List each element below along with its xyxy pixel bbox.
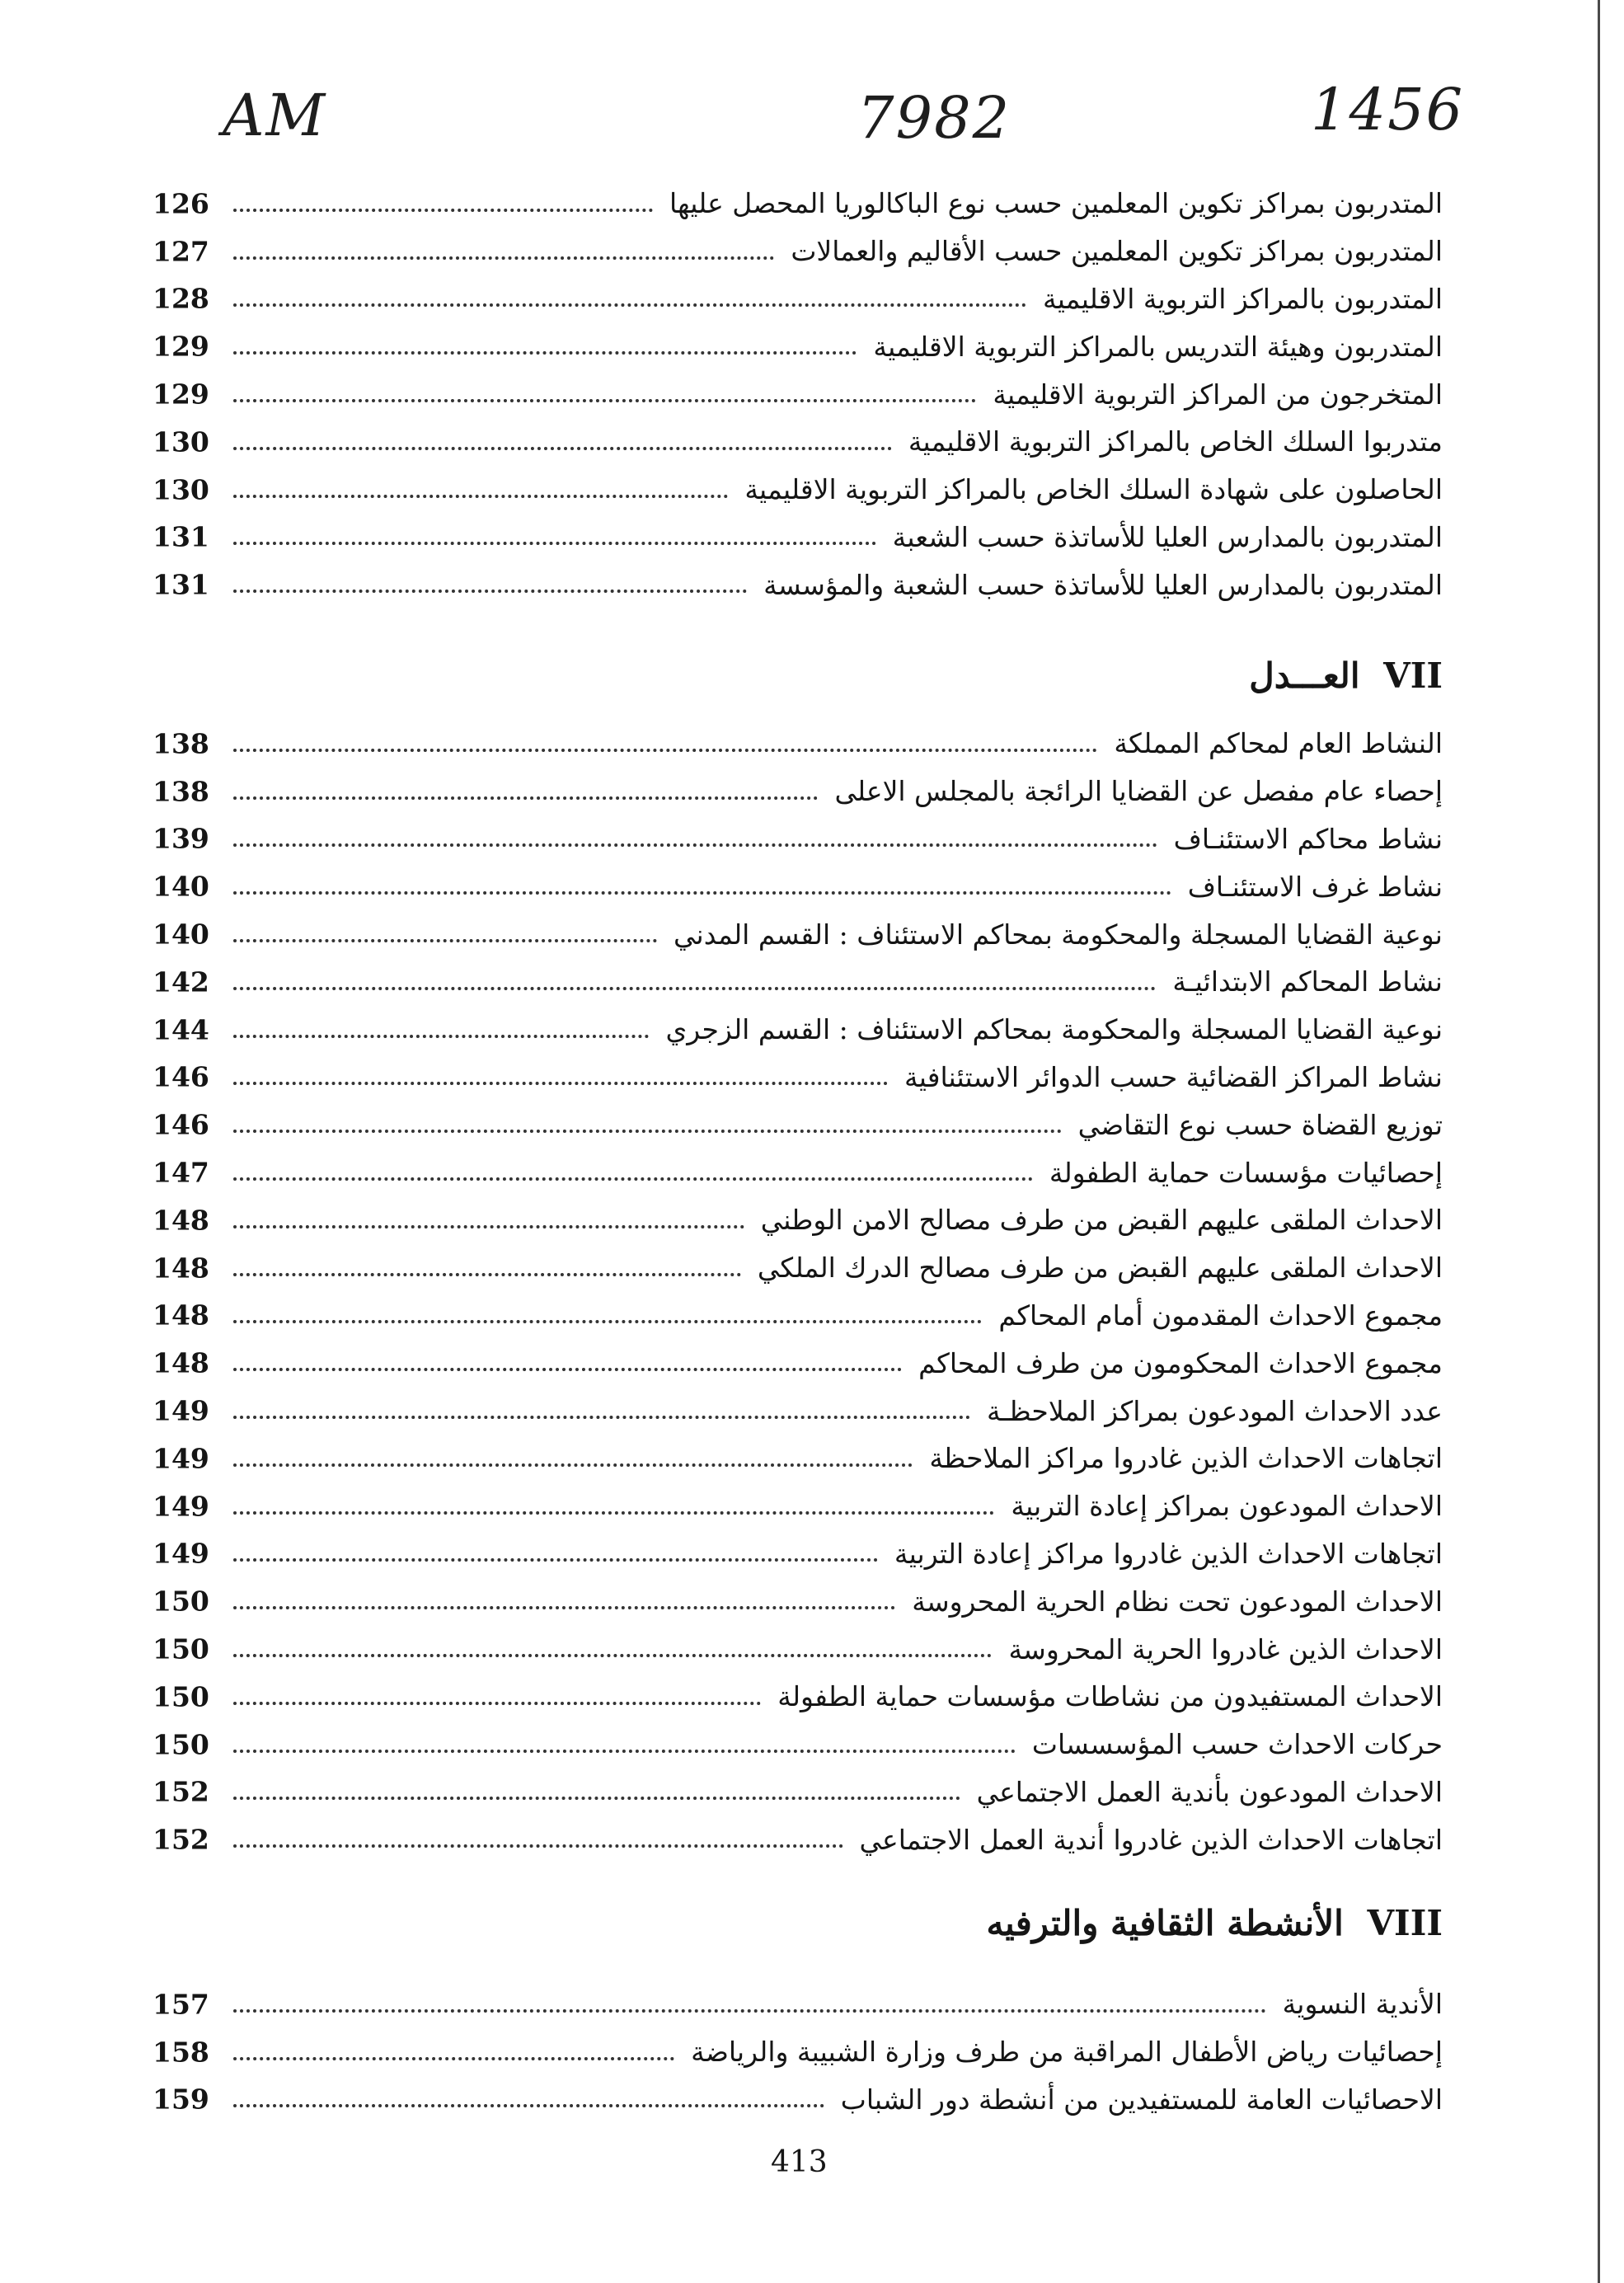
dot-leader — [233, 1606, 895, 1609]
toc-entry-title: متدربوا السلك الخاص بالمراكز التربوية الاقليمية — [908, 425, 1443, 458]
dot-leader — [233, 590, 747, 593]
toc-entry-title: إحصاء عام مفصل عن القضايا الرائجة بالمجلس الاعلى — [834, 775, 1443, 808]
dot-leader — [233, 1177, 1033, 1181]
toc-entry-leader — [233, 473, 1443, 506]
dot-leader — [233, 1558, 878, 1562]
toc-entry — [153, 1769, 1443, 1816]
toc-entry-leader — [233, 1988, 1443, 2021]
dot-leader — [233, 1368, 902, 1371]
toc-entry-page: 150 — [153, 1728, 209, 1761]
section-number: VII — [1383, 655, 1443, 696]
toc-entry — [153, 1339, 1443, 1387]
dot-leader — [233, 1082, 888, 1085]
toc-entry — [153, 862, 1443, 910]
toc-entry — [153, 1673, 1443, 1721]
section-number: VIII — [1367, 1903, 1443, 1943]
toc-entry-page: 150 — [153, 1632, 209, 1665]
toc-entry-page: 144 — [153, 1013, 209, 1046]
toc-entry-title: الاحداث المودعون بمراكز إعادة التربية — [1011, 1490, 1443, 1523]
section-heading-culture — [987, 1903, 1443, 1943]
toc-entry-title: نشاط غرف الاستئنـاف — [1187, 870, 1443, 903]
toc-entry-title: الاحداث الملقى عليهم القبض من طرف مصالح الامن الوطني — [760, 1204, 1443, 1237]
toc-entry-title: الحاصلون على شهادة السلك الخاص بالمراكز التربوية الاقليمية — [744, 473, 1443, 506]
toc-entry-page: 138 — [153, 775, 209, 808]
handwritten-annotation-center: 7982 — [857, 84, 1011, 152]
toc-entry-title: المتدربون بالمدارس العليا للأساتذة حسب الشعبة والمؤسسة — [763, 568, 1443, 601]
toc-entry-page: 149 — [153, 1537, 209, 1570]
toc-entry-leader — [233, 1537, 1443, 1570]
toc-entry-page: 148 — [153, 1346, 209, 1379]
toc-entry-page: 146 — [153, 1108, 209, 1141]
toc-entry — [153, 370, 1443, 418]
toc-entry-page: 147 — [153, 1156, 209, 1189]
toc-entry-leader — [233, 1632, 1443, 1665]
handwritten-annotation-left: AM — [223, 82, 327, 149]
toc-entry-leader — [233, 2036, 1443, 2069]
toc-entry-leader — [233, 1823, 1443, 1856]
toc-entry — [153, 418, 1443, 466]
toc-entry-title: مجموع الاحداث المقدمون أمام المحاكم — [998, 1299, 1443, 1332]
toc-entry — [153, 1530, 1443, 1578]
dot-leader — [233, 1273, 741, 1276]
toc-entry-page: 148 — [153, 1204, 209, 1237]
toc-entry-leader — [233, 1728, 1443, 1761]
toc-entry-title: إحصائيات رياض الأطفال المراقبة من طرف وزارة الشبيبة والرياضة — [691, 2036, 1443, 2069]
toc-entry — [153, 466, 1443, 514]
toc-entry-page: 142 — [153, 965, 209, 998]
toc-entry-leader — [233, 1346, 1443, 1379]
dot-leader — [233, 209, 653, 212]
toc-entry-leader — [233, 775, 1443, 808]
toc-entry — [153, 1101, 1443, 1149]
toc-entry-leader — [233, 1585, 1443, 1618]
toc-entry-page: 158 — [153, 2036, 209, 2069]
toc-entry-title: الاحداث المودعون تحت نظام الحرية المحروسة — [912, 1585, 1443, 1618]
toc-entry-leader — [233, 1013, 1443, 1046]
toc-entry-leader — [233, 822, 1443, 855]
toc-entry — [153, 910, 1443, 958]
toc-entry-title: المتخرجون من المراكز التربوية الاقليمية — [993, 378, 1443, 411]
toc-entry-leader — [233, 1490, 1443, 1523]
toc-entry-leader — [233, 282, 1443, 315]
dot-leader — [233, 351, 857, 355]
toc-entry — [153, 2076, 1443, 2124]
toc-entry-page: 149 — [153, 1490, 209, 1523]
toc-entry-page: 140 — [153, 918, 209, 951]
toc-entry-leader — [233, 2083, 1443, 2116]
toc-entry-page: 146 — [153, 1060, 209, 1093]
dot-leader — [233, 891, 1171, 895]
dot-leader — [233, 843, 1157, 847]
toc-entry-leader — [233, 1108, 1443, 1141]
toc-block-justice — [153, 720, 1443, 1863]
toc-entry-title: نشاط محاكم الاستئنـاف — [1173, 822, 1443, 855]
toc-entry-title: النشاط العام لمحاكم المملكة — [1114, 727, 1443, 760]
dot-leader — [233, 2009, 1266, 2013]
toc-entry — [153, 1980, 1443, 2028]
toc-entry-page: 149 — [153, 1394, 209, 1427]
dot-leader — [233, 1844, 843, 1848]
toc-entry-leader — [233, 727, 1443, 760]
toc-entry-title: الاحداث المودعون بأندية العمل الاجتماعي — [976, 1775, 1443, 1808]
toc-entry-leader — [233, 1299, 1443, 1332]
toc-entry-leader — [233, 1775, 1443, 1808]
dot-leader — [233, 1511, 994, 1515]
toc-entry-title: نوعية القضايا المسجلة والمحكومة بمحاكم الاستئناف : القسم المدني — [674, 918, 1443, 951]
toc-entry — [153, 514, 1443, 561]
toc-entry-leader — [233, 235, 1443, 268]
toc-entry — [153, 1435, 1443, 1482]
toc-entry — [153, 1196, 1443, 1244]
handwritten-annotation-right: 1456 — [1311, 76, 1465, 143]
dot-leader — [233, 303, 1026, 307]
toc-entry-leader — [233, 1156, 1443, 1189]
toc-entry-page: 140 — [153, 870, 209, 903]
toc-entry — [153, 720, 1443, 768]
toc-entry-page: 129 — [153, 330, 209, 363]
toc-entry-title: المتدربون بالمدارس العليا للأساتذة حسب الشعبة — [892, 520, 1443, 553]
toc-entry — [153, 275, 1443, 323]
toc-entry-title: المتدربون بالمراكز التربوية الاقليمية — [1043, 282, 1443, 315]
toc-entry-title: نوعية القضايا المسجلة والمحكومة بمحاكم الاستئناف : القسم الزجري — [665, 1013, 1443, 1046]
dot-leader — [233, 1654, 992, 1657]
toc-entry-title: اتجاهات الاحداث الذين غادروا مراكز الملاحظة — [929, 1442, 1443, 1475]
toc-entry-title: الاحداث الذين غادروا الحرية المحروسة — [1008, 1632, 1443, 1665]
toc-entry-page: 157 — [153, 1988, 209, 2021]
dot-leader — [233, 399, 976, 402]
dot-leader — [233, 447, 892, 450]
toc-entry-title: اتجاهات الاحداث الذين غادروا مراكز إعادة التربية — [894, 1537, 1443, 1570]
toc-entry-leader — [233, 378, 1443, 411]
toc-entry-title: عدد الاحداث المودعون بمراكز الملاحظـة — [986, 1394, 1443, 1427]
dot-leader — [233, 1320, 982, 1323]
toc-entry — [153, 1149, 1443, 1196]
toc-entry-leader — [233, 520, 1443, 553]
toc-entry — [153, 1577, 1443, 1625]
page-number: 413 — [771, 2145, 828, 2179]
toc-entry-page: 149 — [153, 1442, 209, 1475]
toc-entry-page: 138 — [153, 727, 209, 760]
toc-entry-leader — [233, 870, 1443, 903]
toc-entry-page: 131 — [153, 520, 209, 553]
dot-leader — [233, 256, 774, 260]
toc-block-teacher-training — [153, 180, 1443, 608]
toc-entry — [153, 1292, 1443, 1340]
dot-leader — [233, 1225, 744, 1228]
toc-entry-leader — [233, 1680, 1443, 1713]
toc-entry — [153, 1625, 1443, 1673]
toc-entry — [153, 180, 1443, 228]
dot-leader — [233, 1130, 1062, 1133]
dot-leader — [233, 939, 657, 942]
dot-leader — [233, 542, 876, 545]
toc-entry — [153, 1816, 1443, 1863]
toc-entry-page: 159 — [153, 2083, 209, 2116]
dot-leader — [233, 2104, 824, 2107]
toc-entry-page: 152 — [153, 1823, 209, 1856]
dot-leader — [233, 796, 818, 800]
dot-leader — [233, 2057, 674, 2060]
toc-entry — [153, 1387, 1443, 1435]
toc-entry-page: 148 — [153, 1252, 209, 1285]
toc-entry — [153, 958, 1443, 1006]
dot-leader — [233, 987, 1156, 990]
dot-leader — [233, 1797, 960, 1800]
section-title: الأنشطة الثقافية والترفيه — [986, 1903, 1344, 1943]
toc-entry — [153, 2028, 1443, 2076]
toc-entry-page: 127 — [153, 235, 209, 268]
section-heading-justice — [1249, 655, 1443, 696]
toc-entry-title: الاحداث الملقى عليهم القبض من طرف مصالح الدرك الملكي — [757, 1252, 1443, 1285]
toc-entry — [153, 1054, 1443, 1102]
toc-entry-title: المتدربون وهيئة التدريس بالمراكز التربوية الاقليمية — [873, 330, 1443, 363]
toc-entry-leader — [233, 1204, 1443, 1237]
toc-entry-page: 130 — [153, 425, 209, 458]
toc-entry-page: 131 — [153, 568, 209, 601]
toc-entry-leader — [233, 187, 1443, 220]
dot-leader — [233, 495, 728, 498]
toc-block-culture — [153, 1980, 1443, 2123]
toc-entry-page: 150 — [153, 1585, 209, 1618]
toc-entry-title: المتدربون بمراكز تكوين المعلمين حسب نوع الباكالوريا المحصل عليها — [669, 187, 1443, 220]
toc-entry — [153, 322, 1443, 370]
toc-entry-title: توزيع القضاة حسب نوع التقاضي — [1077, 1108, 1443, 1141]
toc-entry-leader — [233, 918, 1443, 951]
toc-entry — [153, 815, 1443, 863]
toc-entry-leader — [233, 965, 1443, 998]
toc-entry-leader — [233, 330, 1443, 363]
dot-leader — [233, 1702, 761, 1705]
dot-leader — [233, 1750, 1016, 1753]
toc-entry-title: المتدربون بمراكز تكوين المعلمين حسب الأقاليم والعمالات — [791, 235, 1443, 268]
toc-entry-title: نشاط المراكز القضائية حسب الدوائر الاستئنافية — [904, 1060, 1443, 1093]
toc-entry-page: 128 — [153, 282, 209, 315]
toc-entry-title: مجموع الاحداث المحكومون من طرف المحاكم — [918, 1346, 1443, 1379]
toc-entry-leader — [233, 1442, 1443, 1475]
toc-entry — [153, 1482, 1443, 1530]
toc-entry-leader — [233, 568, 1443, 601]
dot-leader — [233, 749, 1097, 752]
toc-entry-title: الاحصائيات العامة للمستفيدين من أنشطة دور الشباب — [840, 2083, 1443, 2116]
toc-entry-page: 139 — [153, 822, 209, 855]
toc-entry-leader — [233, 1252, 1443, 1285]
toc-entry-page: 148 — [153, 1299, 209, 1332]
dot-leader — [233, 1463, 913, 1467]
toc-entry-title: حركات الاحداث حسب المؤسسسات — [1031, 1728, 1443, 1761]
toc-entry-page: 130 — [153, 473, 209, 506]
section-title: العـــدل — [1249, 655, 1360, 696]
dot-leader — [233, 1416, 970, 1419]
toc-entry-leader — [233, 1060, 1443, 1093]
dot-leader — [233, 1035, 649, 1038]
toc-entry — [153, 1006, 1443, 1054]
binding-margin-line — [1598, 0, 1600, 2283]
toc-entry-leader — [233, 425, 1443, 458]
toc-entry-title: اتجاهات الاحداث الذين غادروا أندية العمل الاجتماعي — [859, 1823, 1443, 1856]
toc-entry-page: 152 — [153, 1775, 209, 1808]
toc-entry — [153, 1721, 1443, 1769]
toc-entry — [153, 1244, 1443, 1292]
toc-entry — [153, 228, 1443, 275]
toc-entry — [153, 768, 1443, 815]
toc-entry-page: 150 — [153, 1680, 209, 1713]
toc-entry-page: 129 — [153, 378, 209, 411]
toc-entry-page: 126 — [153, 187, 209, 220]
toc-entry-leader — [233, 1394, 1443, 1427]
toc-entry-title: الاحداث المستفيدون من نشاطات مؤسسات حماية الطفولة — [777, 1680, 1443, 1713]
toc-entry-title: الأندية النسوية — [1282, 1988, 1443, 2021]
toc-entry — [153, 561, 1443, 608]
toc-entry-title: إحصائيات مؤسسات حماية الطفولة — [1049, 1156, 1443, 1189]
toc-entry-title: نشاط المحاكم الابتدائيـة — [1172, 965, 1443, 998]
